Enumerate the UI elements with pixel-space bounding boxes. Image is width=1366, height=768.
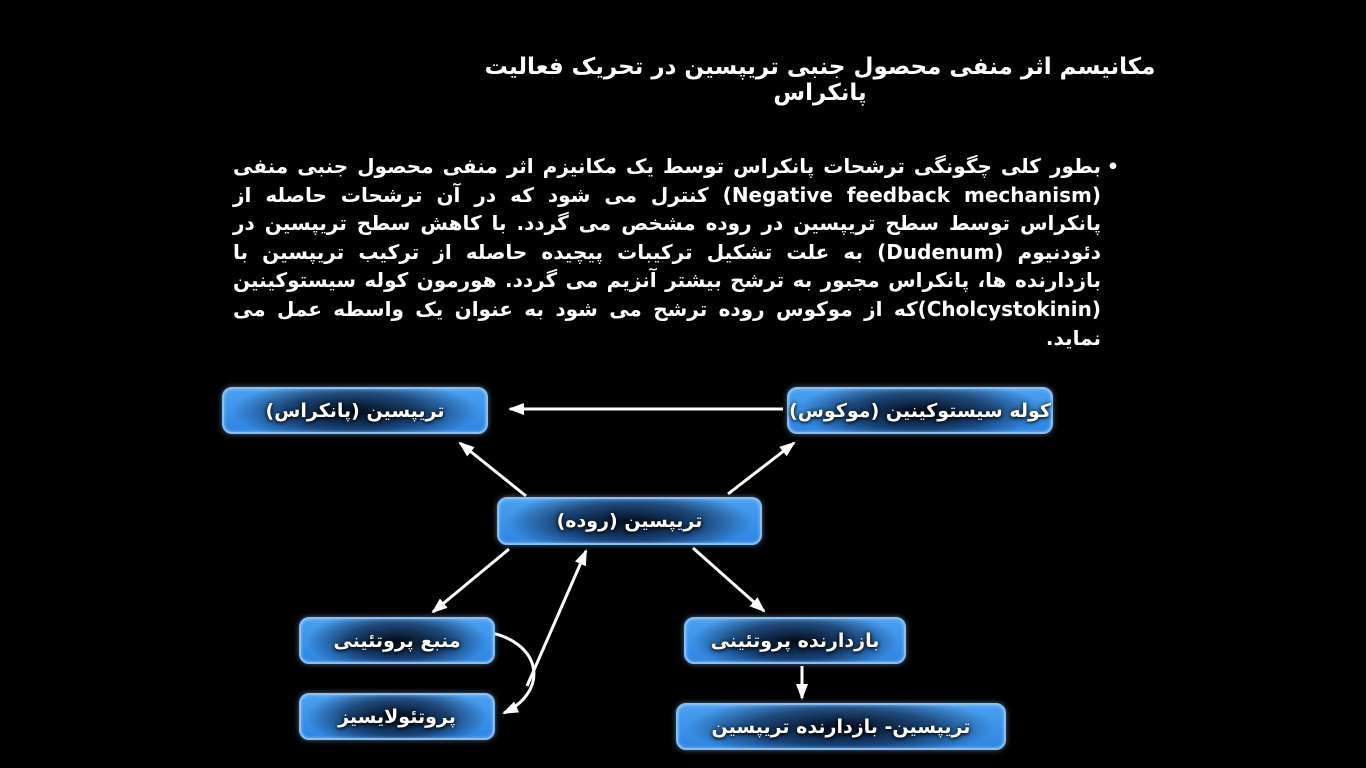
node-label: تریپسین (روده): [556, 510, 703, 532]
node-protein-source: [299, 617, 495, 664]
body-text-block: [233, 152, 1119, 352]
node-trypsin-intestine: [497, 497, 762, 545]
body-line-2: (Negative feedback mechanism) کنترل می شود که در آن ترشحات حاصله از: [233, 182, 1101, 207]
node-label: منبع پروتئینی: [333, 629, 461, 652]
arrow-intestine-to-trypsin-pancreas: [460, 443, 526, 496]
node-label: بازدارنده پروتئینی: [710, 629, 880, 652]
body-line-7: نماید.: [1045, 325, 1101, 350]
arrow-protein-source-to-proteolysis-curve: [492, 633, 534, 713]
body-line-5: بازدارنده ها، پانکراس مجبور به ترشح بیشتر آنزیم می گردد. هورمون کوله سیستوکینین: [233, 268, 1101, 293]
body-line-4: دئودنیوم (Dudenum) به علت تشکیل ترکیبات پیچیده حاصله از ترکیب تریپسین با: [233, 239, 1102, 264]
arrow-intestine-to-protein-inhibitor: [693, 548, 764, 611]
body-line-1: بطور کلی چگونگی ترشحات پانکراس توسط یک مکانیزم اثر منفی محصول جنبی منفی: [233, 154, 1101, 178]
node-label: تریپسین (پانکراس): [265, 399, 445, 422]
node-trypsin-inhibitor-complex: [676, 703, 1006, 750]
slide-title: مکانیسم اثر منفی محصول جنبی تریپسین در تحریک فعالیت پانکراس: [484, 54, 1156, 106]
body-line-3: پانکراس توسط سطح تریپسین در روده مشخص می گردد. با کاهش سطح تریپسین در: [233, 211, 1101, 236]
node-label: کوله سیستوکینین (موکوس): [789, 399, 1051, 422]
node-cholecystokinin-mucus: [787, 387, 1053, 434]
arrow-intestine-to-cck: [728, 443, 794, 494]
body-line-6: (Cholcystokinin)که از موکوس روده ترشح می شود به عنوان یک واسطه عمل می: [233, 296, 1101, 321]
node-label: تریپسین- بازدارنده تریپسین: [711, 715, 971, 738]
arrow-proteolysis-to-intestine: [527, 551, 586, 686]
arrow-intestine-to-protein-source: [433, 549, 509, 612]
node-proteolysis: [299, 693, 495, 740]
node-protein-inhibitor: [684, 617, 906, 664]
bullet-marker: •: [1106, 156, 1119, 178]
node-label: پروتئولایسیز: [338, 705, 456, 728]
node-trypsin-pancreas: [222, 387, 488, 434]
